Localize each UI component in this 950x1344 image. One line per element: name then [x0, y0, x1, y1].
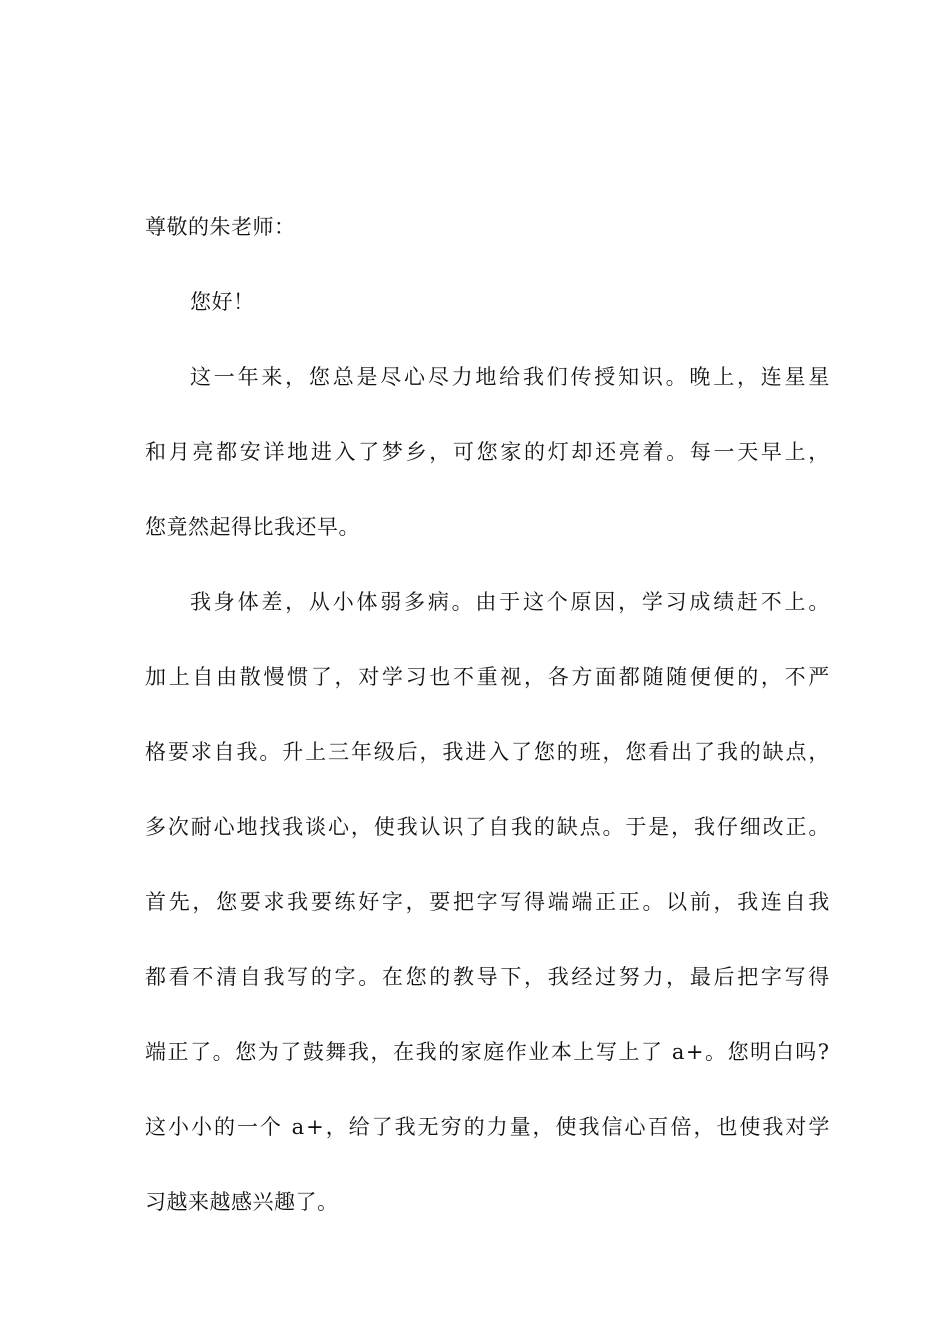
paragraph-line: 加 上 自 由 散 慢 惯 了 ， 对 学 习 也 不 重 视 ， 各 方 面 都 随 随 便 便 的 ， 不 严 [145, 665, 830, 689]
paragraph-line: 都 看 不 清 自 我 写 的 字 。 在 您 的 教 导 下 ， 我 经 过 努 力 ， 最 后 把 字 写 得 [145, 965, 830, 989]
paragraph-line: 习越来越感兴趣了。 [145, 1190, 339, 1214]
letter-body [145, 207, 830, 1257]
paragraph-line: 和 月 亮 都 安 详 地 进 入 了 梦 乡 ， 可 您 家 的 灯 却 还 亮 着 。 每 一 天 早 上 ， [145, 440, 830, 464]
paragraph-line: 这 一 年 来 ， 您 总 是 尽 心 尽 力 地 给 我 们 传 授 知 识 。 晚 上 ， 连 星 星 [190, 365, 830, 389]
paragraph-1 [145, 357, 830, 582]
salutation: 尊敬的朱老师： [145, 215, 296, 239]
paragraph-line: 格 要 求 自 我 。 升 上 三 年 级 后 ， 我 进 入 了 您 的 班 ， 您 看 出 了 我 的 缺 点 ， [145, 740, 830, 764]
greeting: 您好！ [190, 290, 255, 314]
paragraph-line: 我 身 体 差 ， 从 小 体 弱 多 病 。 由 于 这 个 原 因 ， 学 习 成 绩 赶 不 上 。 [190, 590, 830, 614]
paragraph-2 [145, 582, 830, 1257]
paragraph-line: 您竟然起得比我还早。 [145, 515, 360, 539]
paragraph-line: 首 先 ， 您 要 求 我 要 练 好 字 ， 要 把 字 写 得 端 端 正 正 。 以 前 ， 我 连 自 我 [145, 890, 830, 914]
paragraph-line: 这 小 小 的 一 个 a + ， 给 了 我 无 穷 的 力 量 ， 使 我 信 心 百 倍 ， 也 使 我 对 学 [145, 1115, 830, 1139]
paragraph-line: 端 正 了 。 您 为 了 鼓 舞 我 ， 在 我 的 家 庭 作 业 本 上 写 上 了 a + 。 您 明 白 吗 ? [145, 1040, 830, 1064]
paragraph-line: 多 次 耐 心 地 找 我 谈 心 ， 使 我 认 识 了 自 我 的 缺 点 。 于 是 ， 我 仔 细 改 正 。 [145, 815, 830, 839]
